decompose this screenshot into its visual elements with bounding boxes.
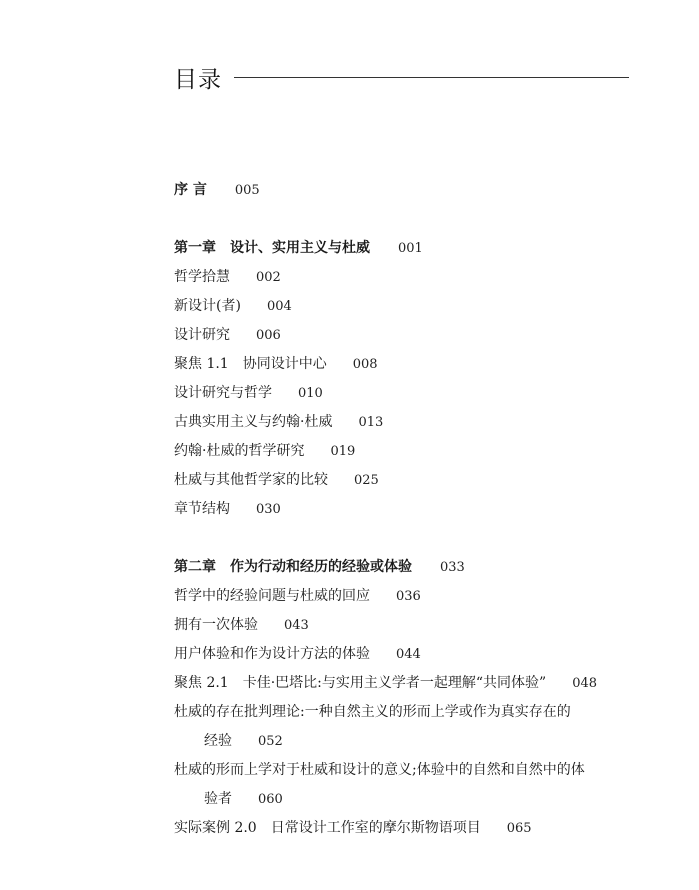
entry-label: 古典实用主义与约翰·杜威	[174, 414, 333, 430]
entry-page-number: 044	[396, 647, 421, 662]
toc-entry[interactable]	[174, 495, 644, 524]
entry-page-number: 036	[396, 589, 421, 604]
toc-entry[interactable]	[174, 379, 644, 408]
entry-label: 章节结构	[174, 501, 230, 517]
entry-label: 设计研究	[174, 327, 230, 343]
entry-page-number: 019	[330, 444, 356, 459]
entry-label: 约翰·杜威的哲学研究	[174, 443, 305, 459]
entry-page-number: 010	[298, 386, 323, 401]
entry-label-line-1: 杜威的形而上学对于杜威和设计的意义;体验中的自然和自然中的体	[174, 762, 585, 778]
toc-entry[interactable]	[174, 640, 644, 669]
toc-entry[interactable]	[174, 756, 644, 814]
toc-entry[interactable]	[174, 698, 644, 756]
toc-entry[interactable]	[174, 582, 644, 611]
entry-label: 聚焦 1.1 协同设计中心	[174, 356, 327, 372]
entry-label: 杜威与其他哲学家的比较	[174, 472, 328, 488]
spacer	[174, 524, 644, 553]
entry-page-number: 005	[234, 183, 260, 198]
chapter-label: 第一章 设计、实用主义与杜威	[174, 240, 370, 256]
page-title: 目录	[174, 66, 222, 93]
toc-entry[interactable]	[174, 350, 644, 379]
title-rule	[234, 77, 629, 78]
toc-list	[174, 176, 644, 843]
toc-entry[interactable]	[174, 321, 644, 350]
entry-page-number: 033	[440, 560, 465, 575]
entry-page-number: 013	[358, 415, 384, 430]
entry-label-line-2: 经验	[204, 733, 232, 749]
entry-page-number: 004	[266, 299, 292, 314]
entry-page-number: 030	[256, 502, 281, 517]
toc-chapter-1[interactable]	[174, 234, 644, 263]
entry-page-number: 006	[256, 328, 281, 343]
entry-page-number: 060	[258, 792, 283, 807]
entry-label: 新设计(者)	[174, 298, 241, 314]
toc-entry[interactable]	[174, 292, 644, 321]
entry-page-number: 001	[398, 241, 423, 256]
entry-page-number: 065	[506, 821, 532, 836]
entry-page-number: 052	[258, 734, 283, 749]
entry-label: 哲学中的经验问题与杜威的回应	[174, 588, 370, 604]
toc-entry[interactable]	[174, 437, 644, 466]
entry-label-line-1: 杜威的存在批判理论:一种自然主义的形而上学或作为真实存在的	[174, 704, 571, 720]
toc-entry[interactable]	[174, 408, 644, 437]
toc-entry[interactable]	[174, 263, 644, 292]
toc-entry-preface[interactable]	[174, 176, 644, 205]
entry-label: 拥有一次体验	[174, 617, 258, 633]
entry-label: 序 言	[174, 182, 207, 198]
toc-entry[interactable]	[174, 466, 644, 495]
entry-page-number: 043	[284, 618, 309, 633]
entry-page-number: 048	[572, 676, 598, 691]
spacer	[174, 205, 644, 234]
toc-chapter-2[interactable]	[174, 553, 644, 582]
chapter-label: 第二章 作为行动和经历的经验或体验	[174, 559, 412, 575]
entry-label: 聚焦 2.1 卡佳·巴塔比:与实用主义学者一起理解“共同体验”	[174, 675, 547, 691]
entry-page-number: 025	[354, 473, 379, 488]
toc-entry[interactable]	[174, 669, 644, 698]
toc-entry[interactable]	[174, 814, 644, 843]
entry-label-line-2: 验者	[204, 791, 232, 807]
entry-label: 实际案例 2.0 日常设计工作室的摩尔斯物语项目	[174, 820, 481, 836]
entry-label: 哲学拾慧	[174, 269, 230, 285]
toc-header	[174, 60, 629, 94]
toc-entry[interactable]	[174, 611, 644, 640]
entry-label: 用户体验和作为设计方法的体验	[174, 646, 370, 662]
entry-page-number: 002	[256, 270, 281, 285]
entry-page-number: 008	[352, 357, 378, 372]
entry-label: 设计研究与哲学	[174, 385, 272, 401]
